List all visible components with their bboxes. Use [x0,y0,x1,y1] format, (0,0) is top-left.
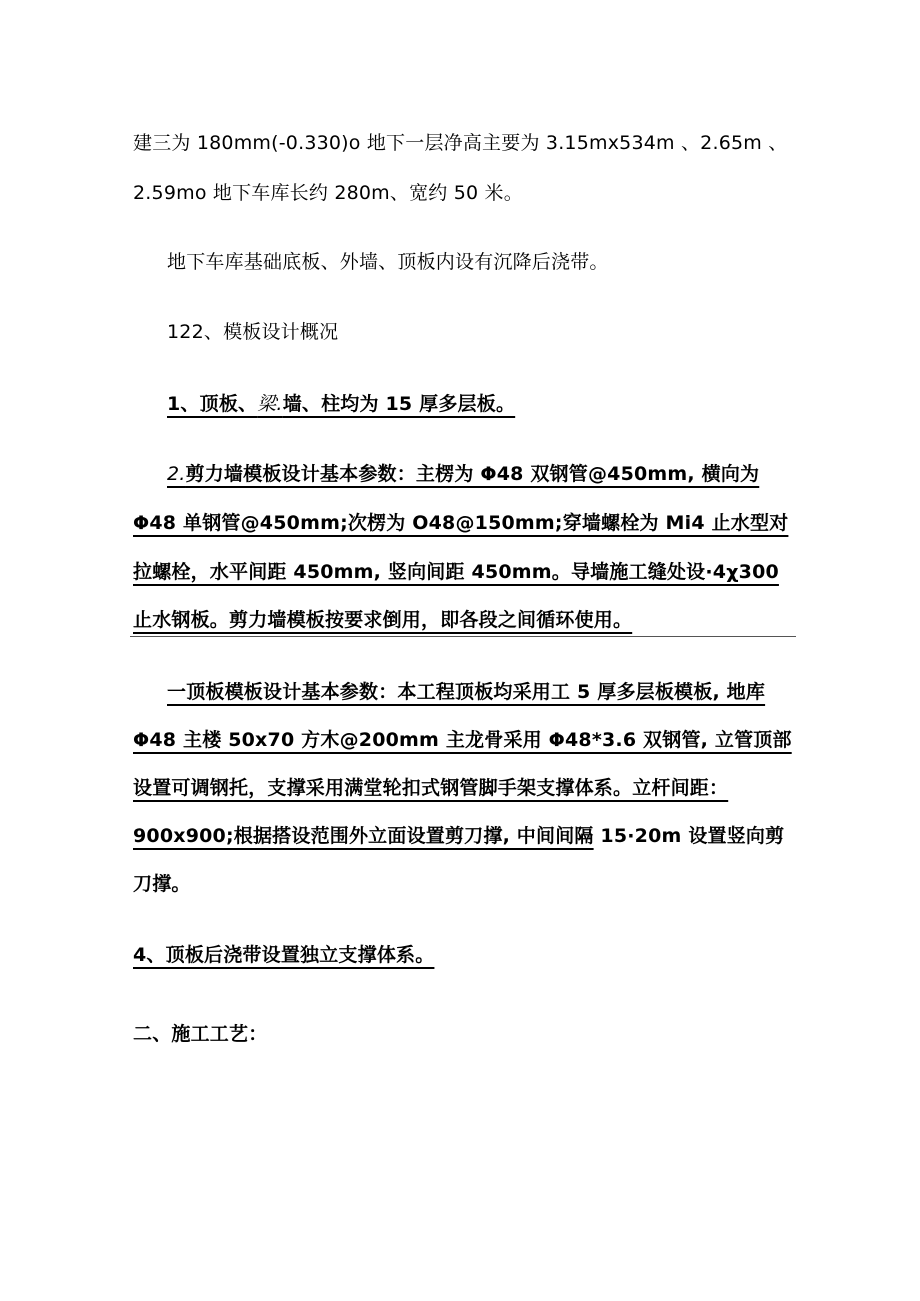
section-heading-122: 122、模板设计概况 [167,321,339,343]
item-3-line-4-underlined: 900x900;根据搭设范围外立面设置剪刀撑, 中间间隔 [133,825,594,847]
item-4: 4、顶板后浇带设置独立支撑体系。 [133,944,435,966]
item-3-line-3: 设置可调钢托，支撑采用满堂轮扣式钢管脚手架支撑体系。立杆间距： [133,777,729,799]
item-1-rest: 墙、柱均为 15 厚多层板。 [282,393,516,415]
paragraph-1-line-1: 建三为 180mm(-0.330)o 地下一层净高主要为 3.15mx534m 、2.65m 、 [133,132,788,154]
paragraph-1-line-2: 2.59mo 地下车库长约 280m、宽约 50 米。 [133,182,523,204]
item-3-line-5: 刀撑。 [133,873,191,895]
item-3-line-4-plain: 15·20m 设置竖向剪 [593,825,785,847]
item-2-line-1-text: 剪力墙模板设计基本参数：主楞为 Φ48 双钢管@450mm, 横向为 [185,463,760,485]
item-2-line-1 [167,461,759,487]
item-1-italic: 梁. [257,393,283,415]
item-3-line-1: 一顶板模板设计基本参数：本工程顶板均采用工 5 厚多层板模板, 地库 [167,681,766,703]
item-2-line-4: 止水钢板。剪力墙模板按要求倒用，即各段之间循环使用。 [133,609,633,631]
section-heading-construction-process: 二、施工工艺： [133,1023,268,1045]
paragraph-2: 地下车库基础底板、外墙、顶板内设有沉降后浇带。 [167,251,609,273]
item-2-number: 2. [167,463,186,485]
item-3-line-4 [133,823,784,849]
item-1 [167,391,515,417]
item-3-line-2: Φ48 主楼 50x70 方木@200mm 主龙骨采用 Φ48*3.6 双钢管, 立管顶部 [133,729,792,751]
item-2-line-2: Φ48 单钢管@450mm;次楞为 O48@150mm;穿墙螺栓为 Mi4 止水型对 [133,512,789,534]
item-1-prefix: 1、顶板、 [167,393,258,415]
horizontal-rule [130,636,796,637]
item-2-line-3: 拉螺栓，水平间距 450mm, 竖向间距 450mm。导墙施工缝处设·4χ300 [133,561,779,583]
